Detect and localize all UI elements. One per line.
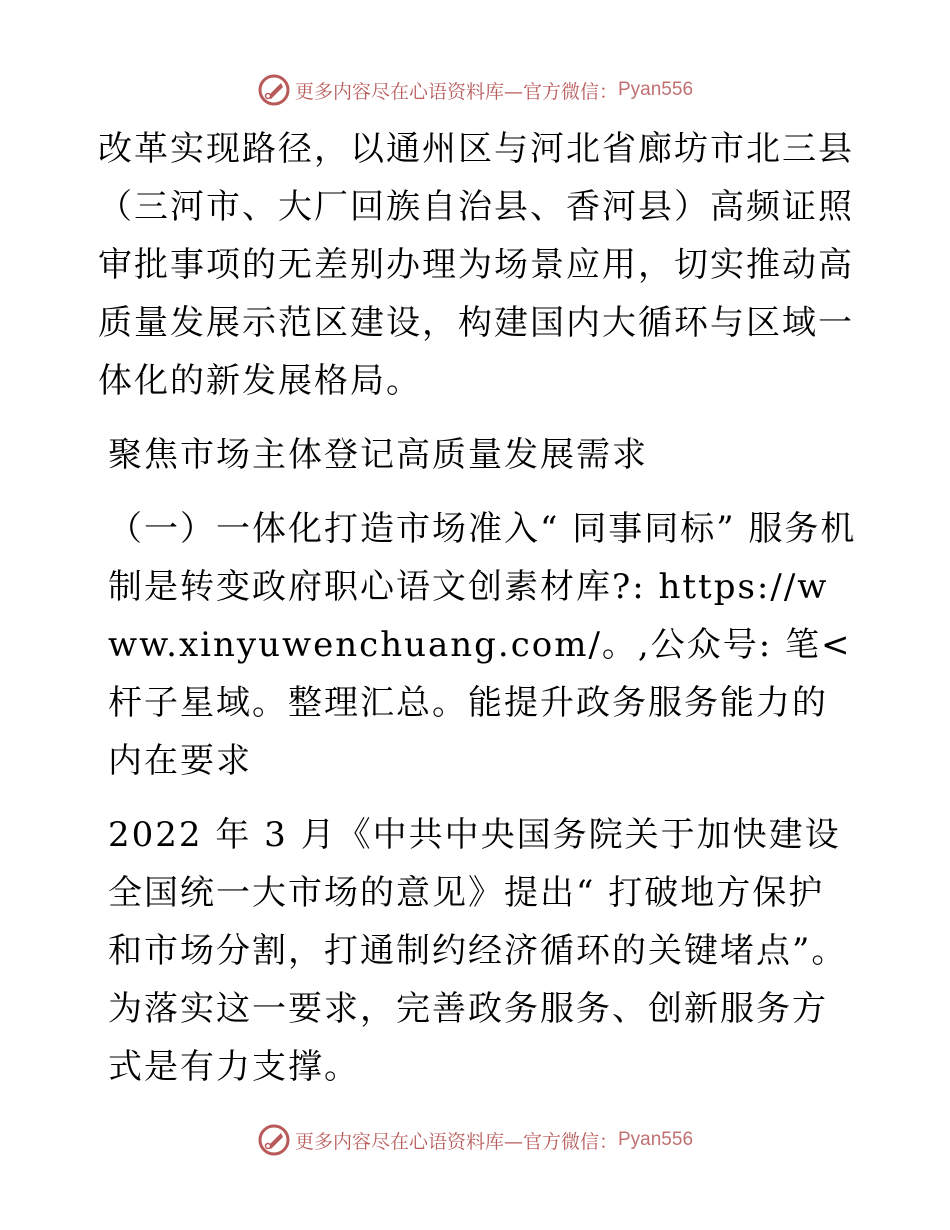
watermark-text: 更多内容尽在心语资料库—官方微信： (294, 80, 618, 103)
subsection-heading: （一）一体化打造市场准入“ 同事同标” 服务机制是转变政府职心语文创素材库?: https://www.xinyuwenchuang.com/。,公众号: 笔<杆子星域。整理汇总。能提升政务服务能力的内在要求 (108, 509, 857, 781)
watermark-wechat-id: Pyan556 (618, 79, 694, 100)
watermark-wechat-id: Pyan556 (618, 1129, 694, 1150)
paragraph-policy: 2022 年 3 月《中共中央国务院关于加快建设全国统一大市场的意见》提出“ 打破地方保护和市场分割，打通制约经济循环的关键堵点”。为落实这一要求，完善政务服务、创新服务方式是有力支撑。 (108, 815, 848, 1087)
section-heading: 聚焦市场主体登记高质量发展需求 (108, 435, 648, 475)
quill-seal-icon (257, 73, 291, 107)
paragraph-intro: 改革实现路径，以通州区与河北省廊坊市北三县（三河市、大厂回族自治县、香河县）高频证照审批事项的无差别办理为场景应用，切实推动高质量发展示范区建设，构建国内大循环与区域一体化的新发展格局。 (98, 129, 854, 401)
document-body (98, 120, 858, 1096)
watermark-footer (0, 1120, 950, 1160)
watermark-text: 更多内容尽在心语资料库—官方微信： (294, 1130, 618, 1153)
watermark-header (0, 70, 950, 110)
quill-seal-icon (257, 1123, 291, 1157)
